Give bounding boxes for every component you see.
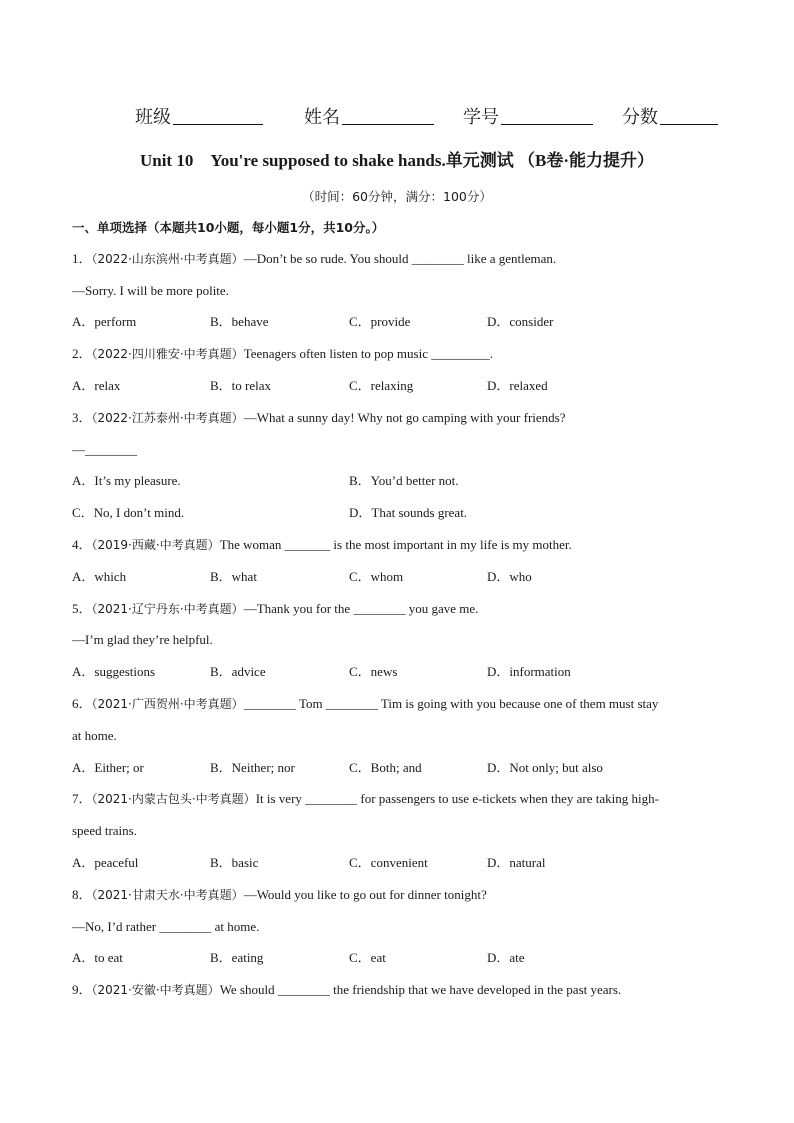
question-4-option-a[interactable]: A．which (72, 569, 127, 584)
question-text: —Don’t be so rude. You should ________ like a gentleman. (243, 251, 557, 266)
class-field[interactable] (135, 103, 263, 129)
question-3-option-d[interactable]: D．That sounds great. (349, 505, 468, 520)
question-8-stem (72, 886, 487, 904)
question-source: （2021·内蒙古包头·中考真题） (91, 792, 256, 806)
question-3-option-a[interactable]: A．It’s my pleasure. (72, 473, 181, 488)
name-field[interactable] (304, 103, 434, 129)
class-label: 班级 (135, 107, 171, 128)
class-blank[interactable] (173, 104, 263, 125)
question-8-line2: —No, I’d rather ________ at home. (72, 919, 260, 934)
question-1-option-c[interactable]: C．provide (349, 314, 411, 329)
name-label: 姓名 (304, 107, 340, 128)
question-number: 9． (72, 982, 92, 997)
question-text: ________ Tom ________ Tim is going with you because one of them must stay (243, 696, 659, 711)
question-text: —What a sunny day! Why not go camping with your friends? (243, 410, 566, 425)
question-3-line2: —________ (72, 442, 137, 457)
question-2-option-c[interactable]: C．relaxing (349, 378, 414, 393)
question-6-line2: at home. (72, 728, 117, 743)
page-title: Unit 10 You're supposed to shake hands.单元测试 （B卷·能力提升） (139, 151, 655, 170)
score-label: 分数 (622, 107, 658, 128)
question-source: （2021·甘肃天水·中考真题） (91, 888, 244, 902)
question-6-option-a[interactable]: A．Either; or (72, 760, 144, 775)
question-1-option-d[interactable]: D．consider (487, 314, 554, 329)
question-text: —Would you like to go out for dinner tonight? (243, 887, 487, 902)
question-2-option-a[interactable]: A．relax (72, 378, 121, 393)
student-id-label: 学号 (463, 107, 499, 128)
question-3-option-c[interactable]: C．No, I don’t mind. (72, 505, 185, 520)
question-6-option-d[interactable]: D．Not only; but also (487, 760, 603, 775)
student-id-blank[interactable] (501, 104, 593, 125)
question-text: The woman _______ is the most important in my life is my mother. (219, 537, 572, 552)
question-source: （2021·安徽·中考真题） (91, 983, 220, 997)
question-text: It is very ________ for passengers to use e-tickets when they are taking high- (255, 791, 659, 806)
question-7-option-c[interactable]: C．convenient (349, 855, 428, 870)
question-8-option-d[interactable]: D．ate (487, 950, 525, 965)
question-number: 8． (72, 887, 92, 902)
question-number: 4． (72, 537, 92, 552)
question-3-stem (72, 409, 566, 427)
question-number: 1． (72, 251, 92, 266)
question-5-stem (72, 600, 478, 618)
question-1-option-b[interactable]: B．behave (210, 314, 269, 329)
student-id-field[interactable] (463, 103, 593, 129)
question-1-option-a[interactable]: A．perform (72, 314, 137, 329)
question-6-stem (72, 695, 658, 713)
question-2-option-d[interactable]: D．relaxed (487, 378, 548, 393)
question-number: 5． (72, 601, 92, 616)
question-7-option-b[interactable]: B．basic (210, 855, 259, 870)
question-7-stem (72, 790, 659, 808)
question-8-option-b[interactable]: B．eating (210, 950, 264, 965)
score-blank[interactable] (660, 104, 718, 125)
question-4-option-c[interactable]: C．whom (349, 569, 404, 584)
question-source: （2022·四川雅安·中考真题） (91, 347, 244, 361)
question-6-option-c[interactable]: C．Both; and (349, 760, 422, 775)
question-5-option-d[interactable]: D．information (487, 664, 571, 679)
question-5-option-c[interactable]: C．news (349, 664, 398, 679)
question-9-stem (72, 981, 621, 999)
question-6-option-b[interactable]: B．Neither; nor (210, 760, 295, 775)
question-7-option-d[interactable]: D．natural (487, 855, 546, 870)
name-blank[interactable] (342, 104, 434, 125)
question-4-stem (72, 536, 572, 554)
question-5-option-a[interactable]: A．suggestions (72, 664, 156, 679)
question-7-option-a[interactable]: A．peaceful (72, 855, 139, 870)
question-3-option-b[interactable]: B．You’d better not. (349, 473, 459, 488)
question-number: 2． (72, 346, 92, 361)
question-4-option-b[interactable]: B．what (210, 569, 257, 584)
section-heading: 一、单项选择（本题共10小题，每小题1分，共10分。） (72, 220, 385, 235)
question-8-option-c[interactable]: C．eat (349, 950, 386, 965)
question-source: （2022·山东滨州·中考真题） (91, 252, 244, 266)
question-source: （2022·江苏泰州·中考真题） (91, 411, 244, 425)
question-2-stem (72, 345, 493, 363)
question-source: （2021·广西贺州·中考真题） (91, 697, 244, 711)
question-5-option-b[interactable]: B．advice (210, 664, 266, 679)
question-5-line2: —I’m glad they’re helpful. (72, 632, 213, 647)
question-number: 7． (72, 791, 92, 806)
question-text: —Thank you for the ________ you gave me. (243, 601, 479, 616)
question-1-stem (72, 250, 556, 268)
question-number: 6． (72, 696, 92, 711)
question-7-line2: speed trains. (72, 823, 137, 838)
question-8-option-a[interactable]: A．to eat (72, 950, 123, 965)
question-text: Teenagers often listen to pop music _________. (243, 346, 493, 361)
question-source: （2021·辽宁丹东·中考真题） (91, 602, 244, 616)
question-text: We should ________ the friendship that we have developed in the past years. (219, 982, 622, 997)
question-2-option-b[interactable]: B．to relax (210, 378, 272, 393)
exam-time-info: （时间：60分钟，满分：100分） (302, 189, 492, 204)
question-4-option-d[interactable]: D．who (487, 569, 532, 584)
question-source: （2019·西藏·中考真题） (91, 538, 220, 552)
question-1-line2: —Sorry. I will be more polite. (72, 283, 229, 298)
question-number: 3． (72, 410, 92, 425)
score-field[interactable] (622, 103, 718, 129)
student-info-row (0, 103, 794, 131)
